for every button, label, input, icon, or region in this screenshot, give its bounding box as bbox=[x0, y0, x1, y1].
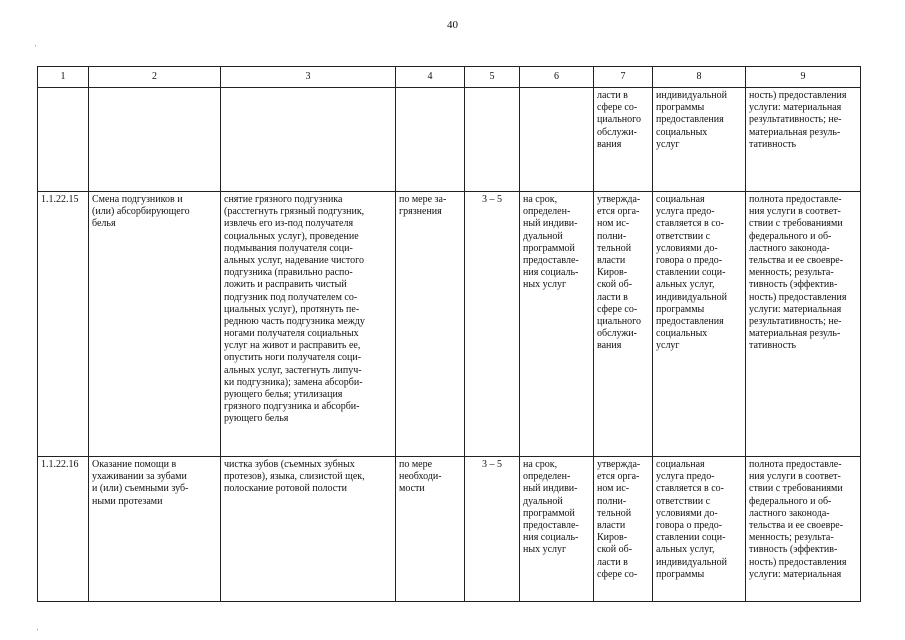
cell-quality: ность) предоставления услуги: материальная результативность; не- материальная резуль- тативность bbox=[746, 88, 861, 192]
cell-code bbox=[38, 88, 89, 192]
header-row bbox=[38, 67, 861, 88]
column-header-8: 8 bbox=[653, 67, 746, 88]
cell-description: чистка зубов (съемных зубных протезов), языка, слизистой щек, полоскание ротовой полости bbox=[221, 457, 396, 602]
cell-tariff: ласти в сфере со- циального обслужи- вания bbox=[594, 88, 653, 192]
cell-description bbox=[221, 88, 396, 192]
cell-conditions: социальная услуга предо- ставляется в со- ответствии с условиями до- говора о предо- ставлении соци- альных услуг, индивидуальной программы bbox=[653, 457, 746, 602]
cell-duration bbox=[465, 88, 520, 192]
cell-service-name: Оказание помощи в ухаживании за зубами и (или) съемными зуб- ными протезами bbox=[89, 457, 221, 602]
cell-service-name bbox=[89, 88, 221, 192]
column-header-9: 9 bbox=[746, 67, 861, 88]
column-header-6: 6 bbox=[520, 67, 594, 88]
column-header-1: 1 bbox=[38, 67, 89, 88]
page-number: 40 bbox=[447, 19, 458, 31]
cell-term: на срок, определен- ный индиви- дуальной программой предоставле- ния социаль- ных услуг bbox=[520, 457, 594, 602]
column-header-2: 2 bbox=[89, 67, 221, 88]
cell-duration: 3 – 5 bbox=[465, 192, 520, 457]
cell-quality: полнота предоставле- ния услуги в соответ- ствии с требованиями федерального и об- ластного законода- тельства и ее своевре- менность; результа- тивность (эффектив- ность) предоставления услуги: материальная результативность; не- материальная резуль- тативность bbox=[746, 192, 861, 457]
cell-tariff: утвержда- ется орга- ном ис- полни- тельной власти Киров- ской об- ласти в сфере со- циального обслужи- вания bbox=[594, 192, 653, 457]
table-row bbox=[38, 192, 861, 457]
cell-frequency: по мере за- грязнения bbox=[396, 192, 465, 457]
cell-description: снятие грязного подгузника (расстегнуть грязный подгузник, извлечь его из-под получателя социальных услуг), проведение подмывания получателя соци- альных услуг, надевание чистого подгузника (правильно распо- ложить и расправить чистый подгузник под получателем со- циальных услуг), протянуть пе- реднюю часть подгузника между ногами получателя социальных услуг на живот и расправить ее, опустить ноги получателя соци- альных услуг, застегнуть липуч- ки подгузника); замена абсорби- рующего белья; утилизация грязного подгузника и абсорби- рующего белья bbox=[221, 192, 396, 457]
scan-mark: ˈ bbox=[36, 628, 40, 639]
services-table bbox=[37, 66, 861, 602]
scan-mark: ˈ bbox=[34, 44, 38, 55]
cell-service-name: Смена подгузников и (или) абсорбирующего белья bbox=[89, 192, 221, 457]
cell-code: 1.1.22.15 bbox=[38, 192, 89, 457]
cell-term: на срок, определен- ный индиви- дуальной программой предоставле- ния социаль- ных услуг bbox=[520, 192, 594, 457]
cell-term bbox=[520, 88, 594, 192]
table-row bbox=[38, 88, 861, 192]
cell-frequency bbox=[396, 88, 465, 192]
column-header-3: 3 bbox=[221, 67, 396, 88]
cell-quality: полнота предоставле- ния услуги в соответ- ствии с требованиями федерального и об- ластного законода- тельства и ее своевре- менность; результа- тивность (эффектив- ность) предоставления услуги: материальная bbox=[746, 457, 861, 602]
cell-conditions: индивидуальной программы предоставления социальных услуг bbox=[653, 88, 746, 192]
table-row bbox=[38, 457, 861, 602]
cell-tariff: утвержда- ется орга- ном ис- полни- тельной власти Киров- ской об- ласти в сфере со- bbox=[594, 457, 653, 602]
column-header-4: 4 bbox=[396, 67, 465, 88]
cell-code: 1.1.22.16 bbox=[38, 457, 89, 602]
cell-conditions: социальная услуга предо- ставляется в со- ответствии с условиями до- говора о предо- ставлении соци- альных услуг, индивидуальной программы предоставления социальных услуг bbox=[653, 192, 746, 457]
cell-frequency: по мере необходи- мости bbox=[396, 457, 465, 602]
cell-duration: 3 – 5 bbox=[465, 457, 520, 602]
column-header-7: 7 bbox=[594, 67, 653, 88]
column-header-5: 5 bbox=[465, 67, 520, 88]
